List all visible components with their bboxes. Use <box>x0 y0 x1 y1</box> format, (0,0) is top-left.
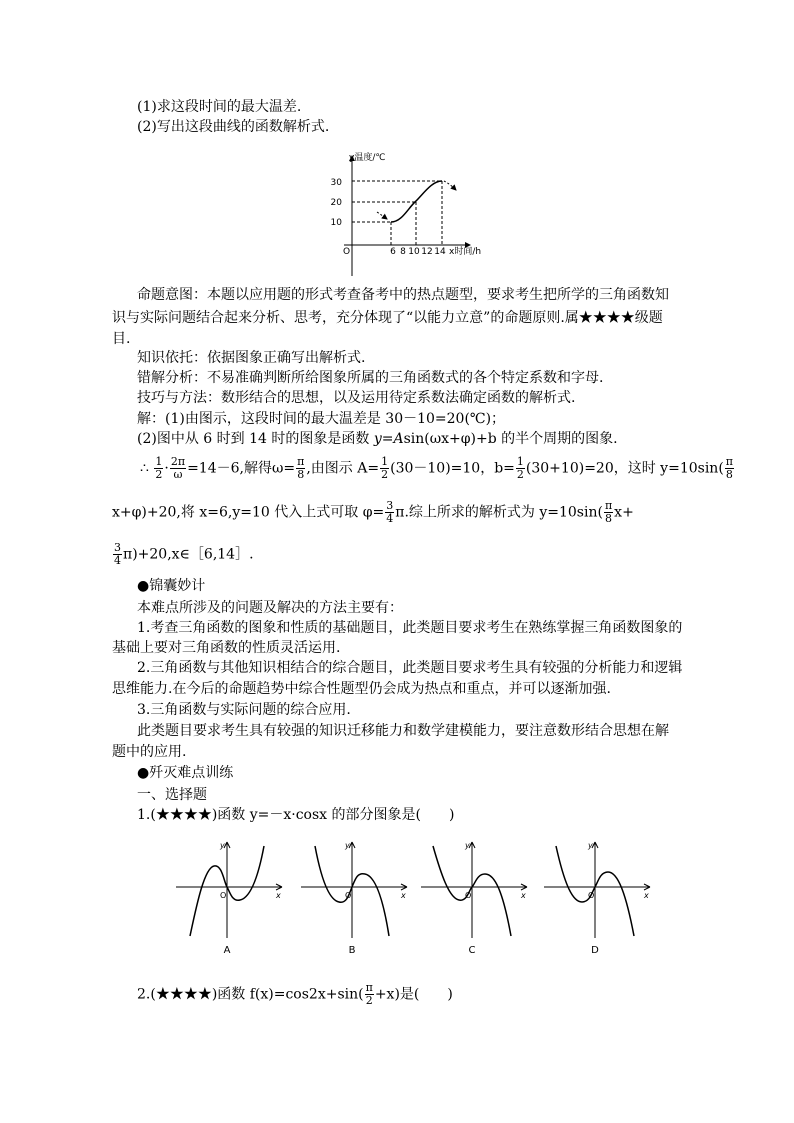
fraction-3-4: $\frac{3}{4}$ <box>386 499 394 525</box>
svg-text:y: y <box>465 841 470 850</box>
knowledge-basis: 知识依托：依据图象正确写出解析式. <box>137 350 366 366</box>
intent-line-1: 命题意图：本题以应用题的形式考查备考中的热点题型，要求考生把所学的三角函数知 <box>137 287 669 303</box>
svg-text:O: O <box>345 891 352 900</box>
graph-xlabel: x时间/h <box>449 247 482 257</box>
fraction-half: $\frac{1}{2}$ <box>155 455 163 481</box>
fraction-3-4: $\frac{3}{4}$ <box>114 541 121 567</box>
solution-2: (2)图中从 6 时到 14 时的图象是函数 y=Asin(ωx+φ)+b 的半个周期的图象. <box>137 431 618 447</box>
fraction-half: $\frac{1}{2}$ <box>381 455 389 481</box>
fraction-half: $\frac{1}{2}$ <box>516 455 524 481</box>
tip-1-line-2: 基础上要对三角函数的性质灵活运用. <box>112 640 341 656</box>
svg-text:x: x <box>521 891 526 900</box>
svg-text:O: O <box>588 891 595 900</box>
svg-text:y: y <box>345 841 350 850</box>
option-graph-d <box>538 838 658 963</box>
question-2: (2)写出这段曲线的函数解析式. <box>137 119 330 135</box>
x-tick: 8 <box>400 247 406 257</box>
question-1: (1)求这段时间的最大温差. <box>137 99 302 115</box>
tip-4-line-1: 此类题目要求考生具有较强的知识迁移能力和数学建模能力，要注意数形结合思想在解 <box>137 723 669 739</box>
fraction-pi-8: $\frac{\pi}{8}$ <box>725 455 734 481</box>
tip-3: 3.三角函数与实际问题的综合应用. <box>137 702 351 718</box>
solution-3: ∴ $\frac{1}{2}$ · $\frac{2\pi}{\omega}$ =14－6,解得ω= $\frac{\pi}{8}$ ,由图示 A= $\frac{1}{2}$ (30－10)=10，b= $\frac{1}{2}$ (30+10)=20，这时 y=10sin( $\frac{\pi}{8}$ <box>140 455 734 481</box>
option-label-c: C <box>468 945 476 956</box>
svg-text:y: y <box>588 841 593 850</box>
tips-heading: ●锦囊妙计 <box>137 578 206 594</box>
technique: 技巧与方法：数形结合的思想，以及运用待定系数法确定函数的解析式. <box>137 390 576 406</box>
intent-line-2: 识与实际问题结合起来分析、思考，充分体现了“以能力立意”的命题原则.属★★★★级题 <box>112 310 663 326</box>
svg-text:x: x <box>401 891 406 900</box>
temperature-graph <box>330 150 490 280</box>
svg-text:O: O <box>220 891 227 900</box>
choice-question-1: 1.(★★★★)函数 y=－x·cosx 的部分图象是( ) <box>137 807 455 823</box>
x-tick: 10 <box>408 247 420 257</box>
graph-ylabel: y温度/℃ <box>349 153 386 163</box>
option-graph-c <box>415 838 535 963</box>
graph-origin: O <box>343 247 351 257</box>
svg-text:x: x <box>276 891 281 900</box>
intent-line-3: 目. <box>112 331 131 347</box>
tip-4-line-2: 题中的应用. <box>112 744 187 760</box>
fraction-2pi-omega: $\frac{2\pi}{\omega}$ <box>170 455 186 481</box>
tip-2-line-1: 2.三角函数与其他知识相结合的综合题目，此类题目要求考生具有较强的分析能力和逻辑 <box>137 660 683 676</box>
choice-question-2: 2.(★★★★)函数 f(x)=cos2x+sin( $\frac{\pi}{2}$ +x)是( ) <box>137 981 453 1007</box>
x-tick: 6 <box>390 247 396 257</box>
fraction-pi-8: $\frac{\pi}{8}$ <box>604 499 613 525</box>
svg-text:y: y <box>220 841 225 850</box>
solution-4: x+φ)+20,将 x=6,y=10 代入上式可取 φ= $\frac{3}{4}$ π.综上所求的解析式为 y=10sin( $\frac{\pi}{8}$ x+ <box>112 499 634 525</box>
tips-intro: 本难点所涉及的问题及解决的方法主要有： <box>137 600 403 616</box>
tip-2-line-2: 思维能力.在今后的命题趋势中综合性题型仍会成为热点和重点，并可以逐渐加强. <box>112 681 611 697</box>
svg-text:x: x <box>644 891 649 900</box>
option-graph-a <box>170 838 290 963</box>
error-analysis: 错解分析：不易准确判断所给图象所属的三角函数式的各个特定系数和字母. <box>137 370 604 386</box>
fraction-pi-8: $\frac{\pi}{8}$ <box>297 455 305 481</box>
x-tick: 12 <box>421 247 433 257</box>
training-heading: ●歼灭难点训练 <box>137 765 234 781</box>
option-label-a: A <box>223 945 231 956</box>
option-graph-b <box>295 838 415 963</box>
solution-1: 解：(1)由图示，这段时间的最大温差是 30－10=20(℃)； <box>137 411 506 427</box>
y-tick: 20 <box>330 198 342 208</box>
y-tick: 10 <box>330 218 342 228</box>
solution-5: $\frac{3}{4}$ π)+20,x∈［6,14］. <box>114 541 254 567</box>
section-heading: 一、选择题 <box>137 787 207 803</box>
svg-text:O: O <box>465 891 472 900</box>
fraction-pi-2: $\frac{\pi}{2}$ <box>365 981 373 1007</box>
option-label-d: D <box>591 945 599 956</box>
y-tick: 30 <box>330 178 342 188</box>
option-label-b: B <box>348 945 356 956</box>
x-tick: 14 <box>434 247 446 257</box>
tip-1-line-1: 1.考查三角函数的图象和性质的基础题目，此类题目要求考生在熟练掌握三角函数图象的 <box>137 620 683 636</box>
